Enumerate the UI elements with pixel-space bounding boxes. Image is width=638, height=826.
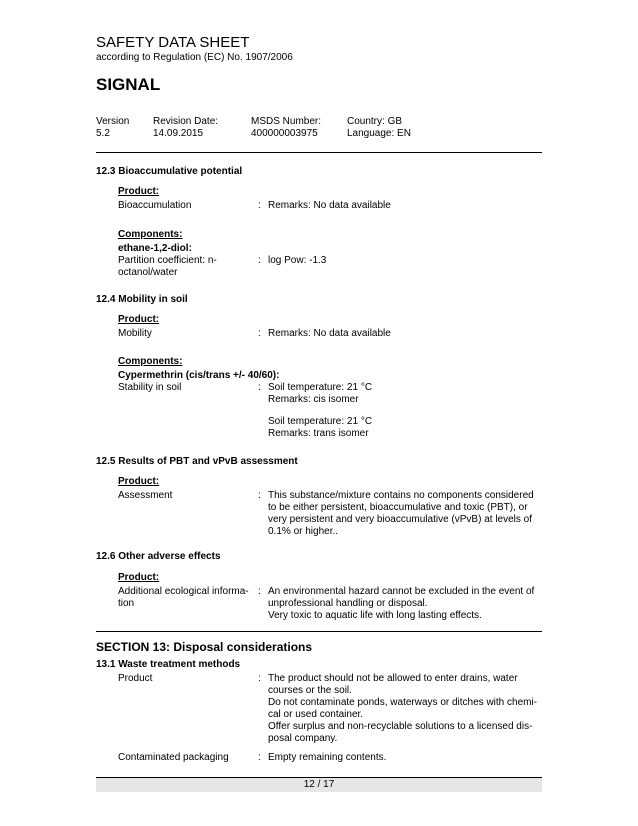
additional-ecological-info-label-cont: tion: [118, 598, 135, 609]
disposal-line: Do not contaminate ponds, waterways or ditches with chemi-: [268, 697, 538, 708]
section-12-3-heading: 12.3 Bioaccumulative potential: [96, 166, 243, 177]
separator-colon: :: [258, 255, 261, 266]
components-subheading: Components:: [118, 229, 183, 240]
page-number: 12 / 17: [303, 779, 335, 790]
ecological-info-line: unprofessional handling or disposal.: [268, 598, 428, 609]
bioaccumulation-value: Remarks: No data available: [268, 200, 391, 211]
mobility-value: Remarks: No data available: [268, 328, 391, 339]
separator-colon: :: [258, 490, 261, 501]
ecological-info-line: An environmental hazard cannot be excluded in the event of: [268, 586, 535, 597]
contaminated-packaging-value: Empty remaining contents.: [268, 752, 387, 763]
country: Country: GB: [347, 116, 403, 127]
assessment-line: very persistent and very bioaccumulative (vPvB) at levels of: [268, 514, 532, 525]
page-footer: [96, 777, 542, 792]
msds-number-label: MSDS Number:: [251, 116, 322, 127]
separator-colon: :: [258, 586, 261, 597]
section-13-1-heading: 13.1 Waste treatment methods: [96, 659, 241, 670]
separator-colon: :: [258, 382, 261, 393]
contaminated-packaging-label: Contaminated packaging: [118, 752, 229, 763]
remarks-value: Remarks: cis isomer: [268, 394, 359, 405]
revision-date-label: Revision Date:: [153, 116, 219, 127]
document-subtitle: according to Regulation (EC) No. 1907/2006: [96, 52, 293, 63]
language: Language: EN: [347, 128, 411, 139]
mobility-label: Mobility: [118, 328, 152, 339]
disposal-line: cal or used container.: [268, 709, 364, 720]
component-name: Cypermethrin (cis/trans +/- 40/60):: [118, 370, 280, 381]
component-name: ethane-1,2-diol:: [118, 243, 192, 254]
stability-in-soil-label: Stability in soil: [118, 382, 182, 393]
disposal-line: Offer surplus and non-recyclable solutions to a licensed dis-: [268, 721, 533, 732]
separator-colon: :: [258, 328, 261, 339]
product-name: SIGNAL: [96, 75, 161, 94]
remarks-value: Remarks: trans isomer: [268, 428, 369, 439]
section-divider: [96, 631, 542, 632]
document-title: SAFETY DATA SHEET: [96, 34, 250, 51]
separator-colon: :: [258, 752, 261, 763]
assessment-line: 0.1% or higher..: [268, 526, 339, 537]
separator-colon: :: [258, 673, 261, 684]
disposal-line: courses or the soil.: [268, 685, 352, 696]
section-12-6-heading: 12.6 Other adverse effects: [96, 551, 221, 562]
product-subheading: Product:: [118, 314, 160, 325]
product-subheading: Product:: [118, 186, 160, 197]
partition-coefficient-label-cont: octanol/water: [118, 267, 178, 278]
log-pow-value: log Pow: -1.3: [268, 255, 327, 266]
version-label: Version: [96, 116, 130, 127]
assessment-label: Assessment: [118, 490, 173, 501]
product-label: Product: [118, 673, 153, 684]
revision-date-value: 14.09.2015: [153, 128, 204, 139]
assessment-line: to be either persistent, bioaccumulative and toxic (PBT), or: [268, 502, 528, 513]
disposal-line: posal company.: [268, 733, 338, 744]
section-13-heading: SECTION 13: Disposal considerations: [96, 640, 313, 654]
product-subheading: Product:: [118, 476, 160, 487]
soil-temperature-value: Soil temperature: 21 °C: [268, 382, 373, 393]
bioaccumulation-label: Bioaccumulation: [118, 200, 192, 211]
section-12-5-heading: 12.5 Results of PBT and vPvB assessment: [96, 456, 298, 467]
header-divider: [96, 152, 542, 153]
additional-ecological-info-label: Additional ecological informa-: [118, 586, 249, 597]
disposal-line: The product should not be allowed to enter drains, water: [268, 673, 518, 684]
section-12-4-heading: 12.4 Mobility in soil: [96, 294, 188, 305]
soil-temperature-value: Soil temperature: 21 °C: [268, 416, 373, 427]
product-subheading: Product:: [118, 572, 160, 583]
msds-number-value: 400000003975: [251, 128, 318, 139]
partition-coefficient-label: Partition coefficient: n-: [118, 255, 217, 266]
version-value: 5.2: [96, 128, 110, 139]
separator-colon: :: [258, 200, 261, 211]
assessment-line: This substance/mixture contains no components considered: [268, 490, 534, 501]
components-subheading: Components:: [118, 356, 183, 367]
ecological-info-line: Very toxic to aquatic life with long lasting effects.: [268, 610, 482, 621]
